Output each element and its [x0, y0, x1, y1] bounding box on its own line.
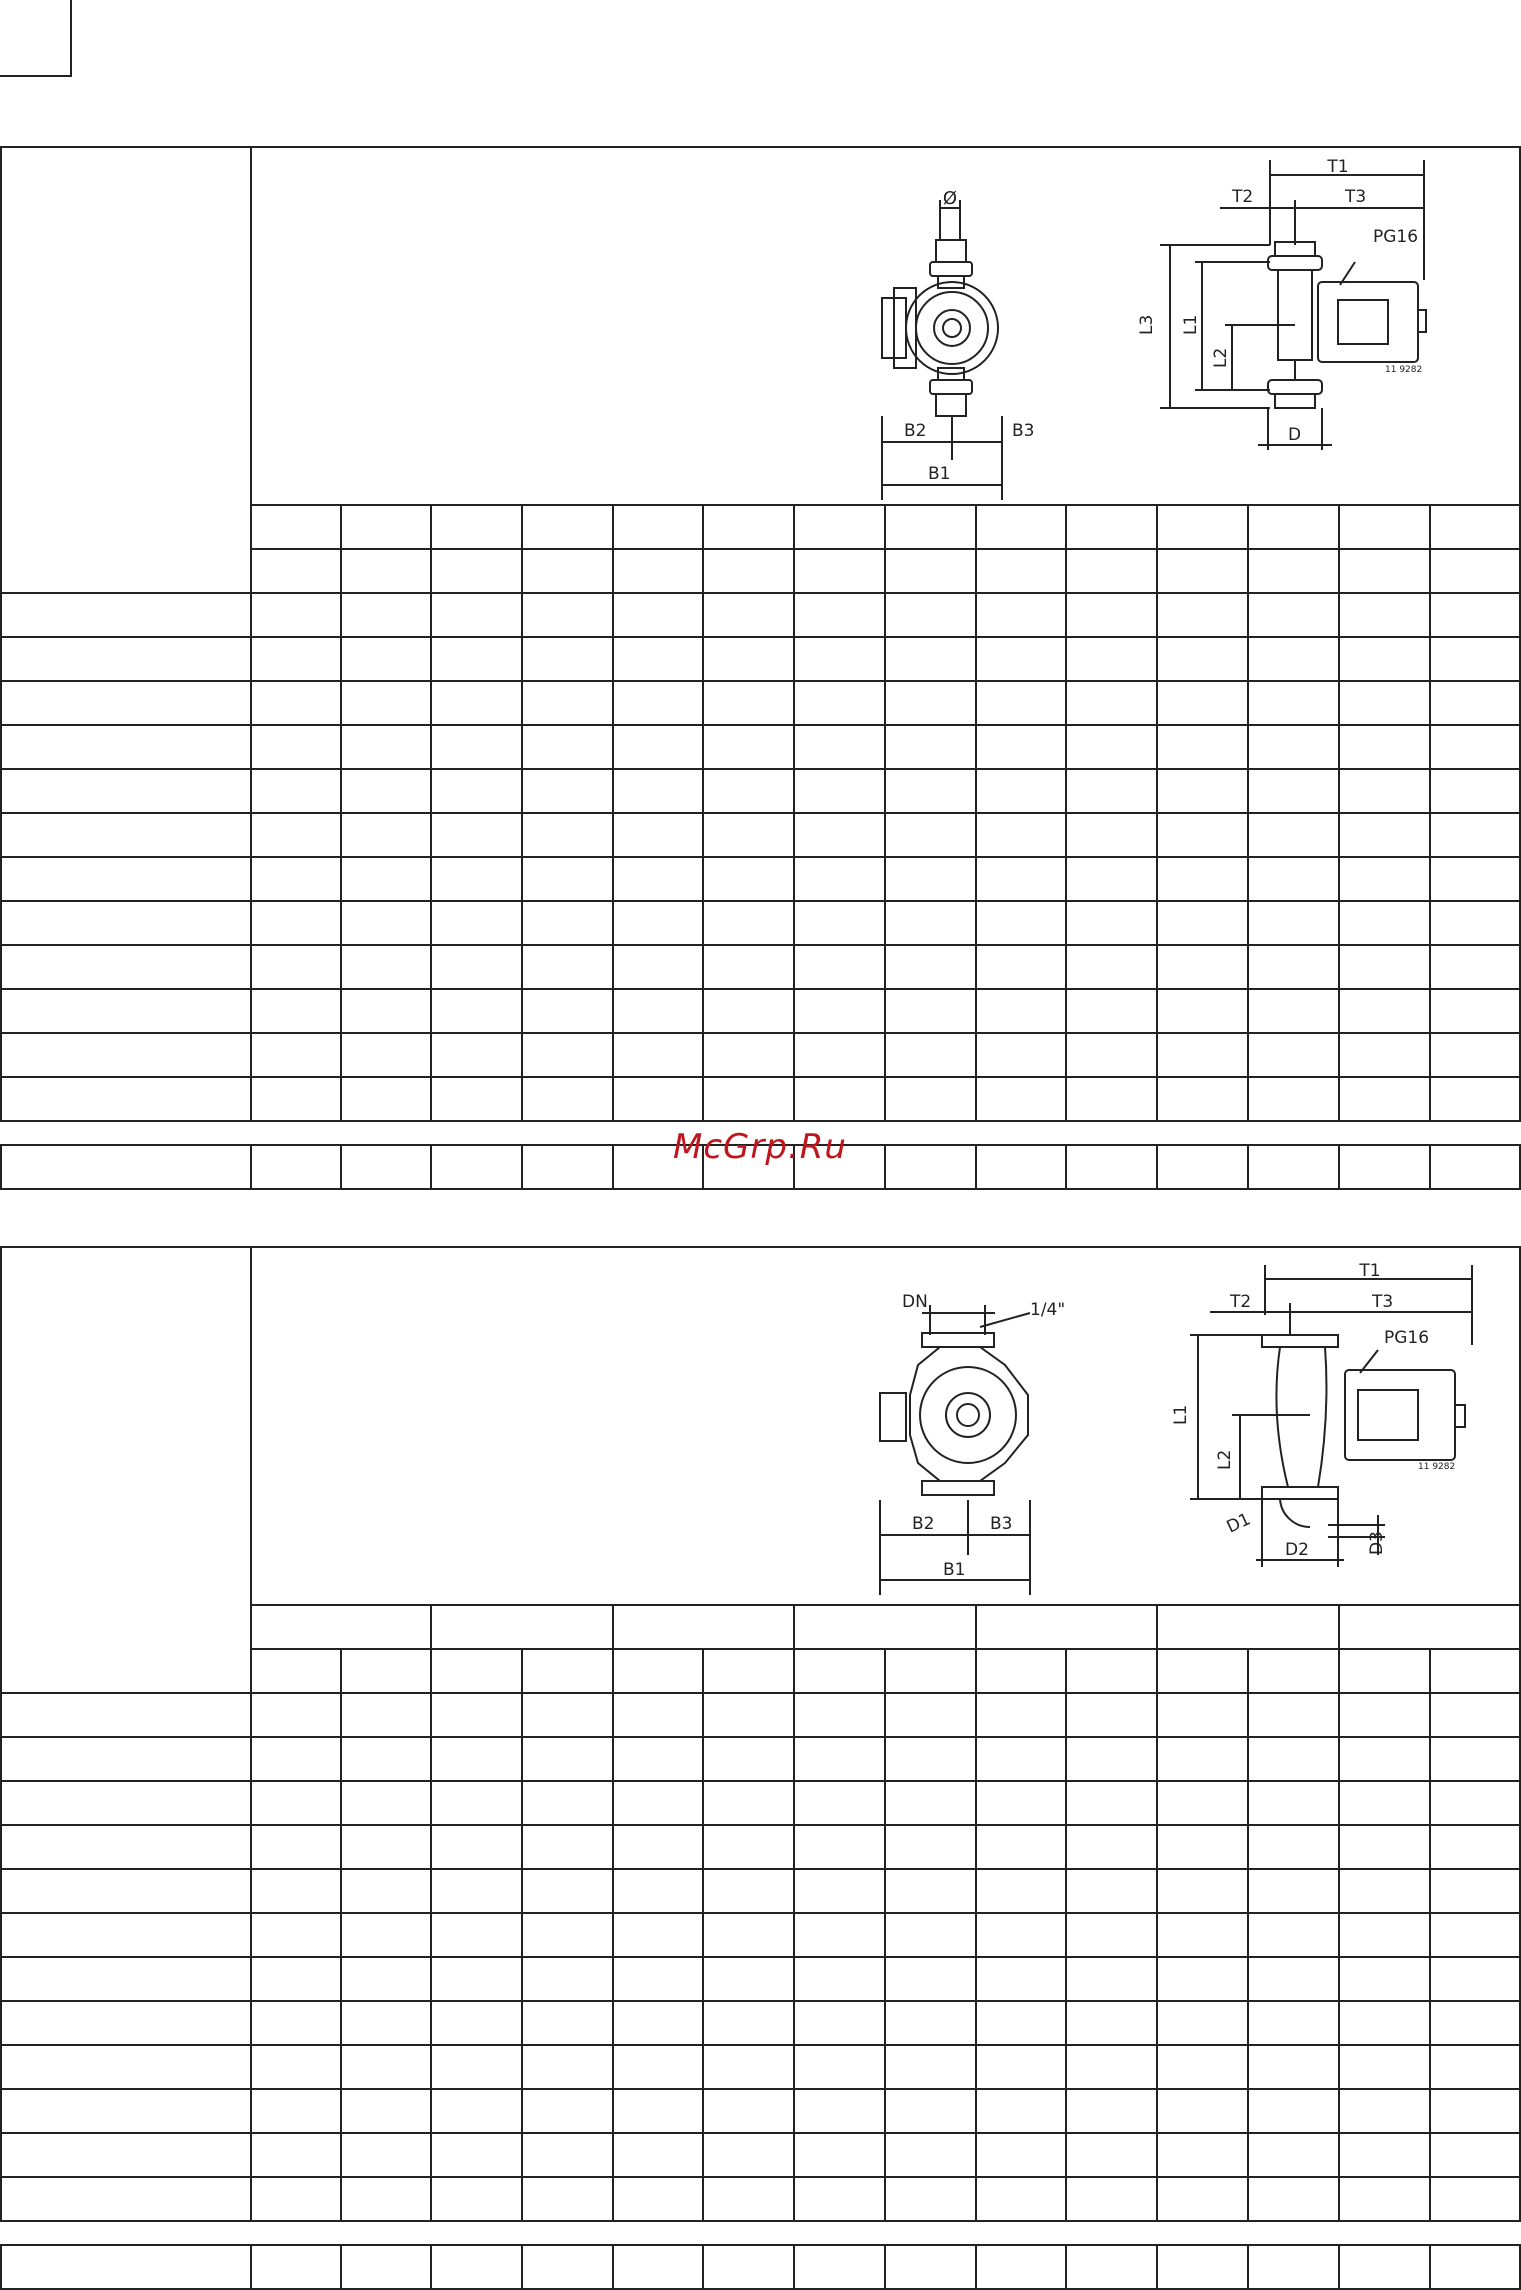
- table-row: [1, 681, 1520, 725]
- label-t2: T2: [1230, 1292, 1252, 1312]
- row-header-blank: [1, 1247, 251, 1693]
- table-row: [1, 945, 1520, 989]
- label-b2: B2: [904, 421, 927, 441]
- label-t3: T3: [1345, 187, 1367, 207]
- label-thread: 1/4": [1030, 1300, 1066, 1320]
- pump-front-view-flanged: [870, 1285, 1070, 1605]
- table-row: [1, 1913, 1520, 1957]
- page-index-box: [0, 0, 72, 77]
- label-dn: DN: [902, 1292, 928, 1312]
- table-row: [1, 857, 1520, 901]
- label-d2: D2: [1285, 1540, 1309, 1560]
- table-row: [1, 637, 1520, 681]
- label-d: D: [1288, 425, 1302, 445]
- table-row: [1, 1825, 1520, 1869]
- drawing-code: 11 9282: [1385, 365, 1423, 375]
- table-row: [1, 769, 1520, 813]
- row-header-blank: [1, 147, 251, 593]
- label-t2: T2: [1232, 187, 1254, 207]
- label-l1: L1: [1171, 1404, 1191, 1425]
- table-row: [1, 1957, 1520, 2001]
- table-row: [1, 2089, 1520, 2133]
- label-l2: L2: [1211, 347, 1231, 368]
- table-row: [1, 1693, 1520, 1737]
- label-l3: L3: [1137, 314, 1157, 335]
- watermark-text: McGrp.Ru: [673, 1127, 847, 1167]
- label-d3: D3: [1367, 1531, 1387, 1555]
- pump-side-view-threaded: [1137, 150, 1440, 460]
- table-row: [1, 901, 1520, 945]
- label-l2: L2: [1215, 1449, 1235, 1470]
- label-b3: B3: [1012, 421, 1035, 441]
- label-l1: L1: [1181, 314, 1201, 335]
- table-row: [1, 1077, 1520, 1121]
- pump-side-view-flanged: [1160, 1255, 1480, 1575]
- label-b2: B2: [912, 1514, 935, 1534]
- label-t1: T1: [1359, 1261, 1381, 1281]
- table-row: [1, 2045, 1520, 2089]
- label-d1: D1: [1223, 1509, 1254, 1538]
- table-row: [1, 1869, 1520, 1913]
- label-b1: B1: [943, 1560, 966, 1580]
- label-t1: T1: [1327, 157, 1349, 177]
- table-row: [1, 1033, 1520, 1077]
- label-pg16: PG16: [1373, 227, 1419, 247]
- drawing-code: 11 9282: [1418, 1462, 1456, 1472]
- label-pg16: PG16: [1384, 1328, 1430, 1348]
- table-row: [1, 2001, 1520, 2045]
- table-row: [1, 593, 1520, 637]
- table-row: [1, 1737, 1520, 1781]
- table-row: [1, 2133, 1520, 2177]
- pump-front-view-threaded: [870, 180, 1040, 500]
- summary-row-bottom: [0, 2244, 1521, 2290]
- label-t3: T3: [1372, 1292, 1394, 1312]
- table-row: [1, 725, 1520, 769]
- table-row: [1, 1781, 1520, 1825]
- table-row: [1, 813, 1520, 857]
- table-row: [1, 989, 1520, 1033]
- table-row: [1, 2177, 1520, 2221]
- label-b1: B1: [928, 464, 951, 484]
- label-diameter: Ø: [942, 188, 958, 209]
- label-b3: B3: [990, 1514, 1013, 1534]
